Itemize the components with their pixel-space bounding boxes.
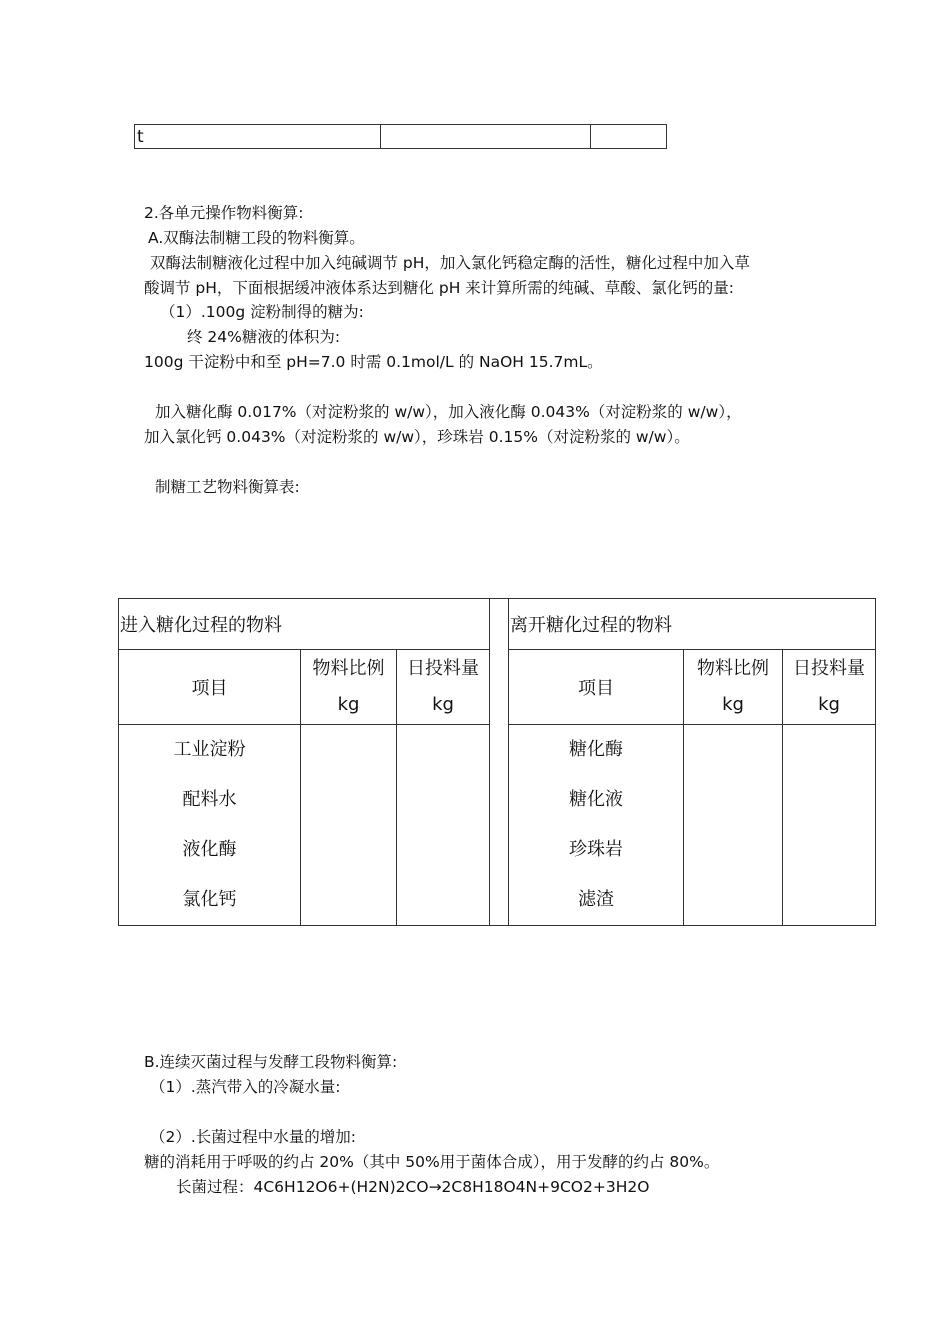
paragraph-line: 终 24%糖液的体积为: — [187, 328, 341, 346]
col-ratio-unit: kg — [337, 694, 360, 715]
col-daily-header — [783, 650, 876, 725]
top-table — [134, 124, 667, 149]
col-daily-label: 日投料量 — [407, 658, 480, 679]
subsection-heading: A.双酶法制糖工段的物料衡算。 — [148, 229, 365, 247]
paragraph-line: 双酶法制糖液化过程中加入纯碱调节 pH，加入氯化钙稳定酶的活性，糖化过程中加入草 — [150, 254, 750, 272]
paragraph-line: 加入糖化酶 0.017%（对淀粉浆的 w/w），加入液化酶 0.043%（对淀粉浆的 w/w）， — [155, 403, 742, 421]
col-item-header: 项目 — [509, 650, 684, 725]
output-items-cell — [509, 725, 684, 926]
list-item: 氯化钙 — [182, 889, 237, 910]
input-daily-cell — [397, 725, 490, 926]
col-daily-header — [397, 650, 490, 725]
input-ratio-cell — [301, 725, 397, 926]
list-item: 液化酶 — [182, 839, 237, 860]
table-gap — [490, 599, 509, 926]
input-items-cell — [119, 725, 301, 926]
col-daily-unit: kg — [818, 694, 840, 715]
paragraph-line: （2）.长菌过程中水量的增加: — [150, 1128, 357, 1146]
section-heading: 2.各单元操作物料衡算: — [144, 204, 304, 222]
col-ratio-unit: kg — [722, 694, 744, 715]
paragraph-line: 加入氯化钙 0.043%（对淀粉浆的 w/w），珍珠岩 0.15%（对淀粉浆的 w/w）。 — [144, 428, 690, 446]
output-daily-cell — [783, 725, 876, 926]
col-item-header: 项目 — [119, 650, 301, 725]
paragraph-line: （1）.蒸汽带入的冷凝水量: — [150, 1078, 341, 1096]
material-balance-table — [118, 598, 876, 926]
col-daily-label: 日投料量 — [793, 658, 866, 679]
list-item: 珍珠岩 — [569, 839, 624, 860]
paragraph-line: 糖的消耗用于呼吸的约占 20%（其中 50%用于菌体合成），用于发酵的约占 80%。 — [144, 1153, 720, 1171]
table-caption: 制糖工艺物料衡算表: — [155, 478, 300, 496]
paragraph-line: （1）.100g 淀粉制得的糖为: — [160, 303, 364, 321]
input-materials-header: 进入糖化过程的物料 — [119, 599, 490, 650]
list-item: 滤渣 — [578, 889, 615, 910]
top-table-cell: t — [135, 125, 381, 149]
list-item: 糖化酶 — [569, 739, 624, 760]
list-item: 配料水 — [182, 789, 237, 810]
top-table-cell — [591, 125, 667, 149]
output-ratio-cell — [684, 725, 783, 926]
paragraph-line: 酸调节 pH，下面根据缓冲液体系达到糖化 pH 来计算所需的纯碱、草酸、氯化钙的量: — [144, 279, 734, 297]
col-ratio-header — [301, 650, 397, 725]
equation-line: 长菌过程：4C6H12O6+(H2N)2CO→2C8H18O4N+9CO2+3H2O — [176, 1178, 650, 1196]
output-materials-header: 离开糖化过程的物料 — [509, 599, 876, 650]
subsection-heading: B.连续灭菌过程与发酵工段物料衡算: — [144, 1053, 398, 1071]
col-ratio-header — [684, 650, 783, 725]
col-ratio-label: 物料比例 — [312, 658, 385, 679]
col-daily-unit: kg — [432, 694, 454, 715]
top-table-cell — [381, 125, 591, 149]
paragraph-line: 100g 干淀粉中和至 pH=7.0 时需 0.1mol/L 的 NaOH 15.7mL。 — [144, 353, 603, 371]
list-item: 糖化液 — [569, 789, 624, 810]
list-item: 工业淀粉 — [173, 739, 246, 760]
col-ratio-label: 物料比例 — [697, 658, 770, 679]
